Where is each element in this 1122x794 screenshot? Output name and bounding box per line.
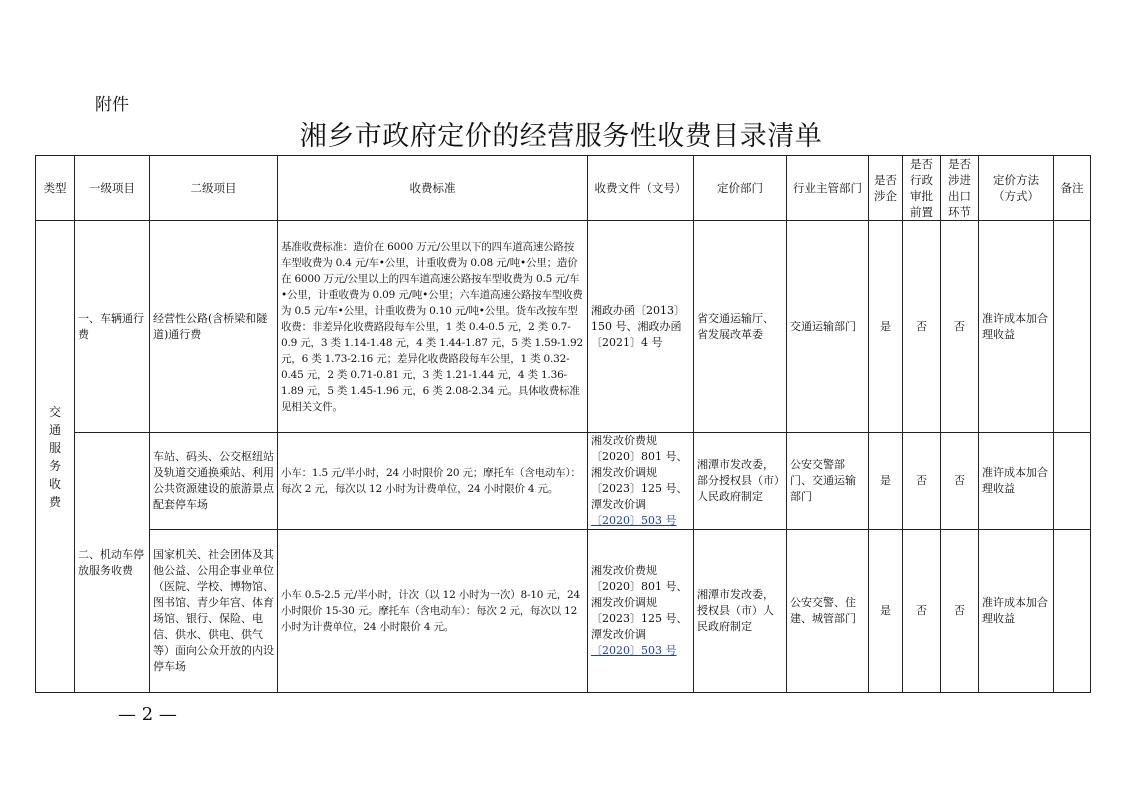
attachment-label: 附件 [95,95,129,115]
standard-cell: 小车：1.5 元/半小时，24 小时限价 20 元；摩托车（含电动车）：每次 2 元，每次以 12 小时为计费单位，24 小时限价 4 元。 [278,433,588,530]
standard-cell: 基准收费标准：造价在 6000 万元/公里以下的四车道高速公路按车型收费为 0.4 元/车•公里，计重收费为 0.08 元/吨•公里；造价在 6000 万元/公里以上的四车道高速公路按车型收费为 0.5 元/车•公里，计重收费为 0.09 元/吨•公里；六车道高速公路按车型收费为 0.5 元/车•公里，计重收费为 0.10 元/吨•公里。货车改按车型收费：非差异化收费路段每车公里，1 类 0.4-0.5 元，2 类 0.7-0.9 元，3 类 1.14-1.48 元，4 类 1.44-1.87 元，5 类 1.59-1.92 元，6 类 1.73-2.16 元；差异化收费路段每车公里，1 类 0.32-0.45 元，2 类 0.71-0.81 元，3 类 1.21-1.44 元，4 类 1.36-1.89 元，5 类 1.45-1.96 元，6 类 2.08-2.34 元。具体收费标准见相关文件。 [278,221,588,433]
table-row [36,530,1091,693]
header-export: 是否涉进出口环节 [941,156,979,221]
doc-text: 湘发改价费规〔2020〕801 号、湘发改价调规〔2023〕125 号、潭发改价调 [591,434,688,511]
secret-cell: 是 [869,433,903,530]
header-secret: 是否涉企 [869,156,903,221]
dept-cell: 湘潭市发改委，授权县（市）人民政府制定 [694,530,787,693]
export-cell: 否 [941,433,979,530]
header-row [36,156,1091,221]
doc-link[interactable]: 〔2020〕503 号 [591,514,677,527]
doc-cell: 湘政办函〔2013〕150 号、湘政办函〔2021〕4 号 [588,221,694,433]
remark-cell [1054,221,1091,433]
header-type: 类型 [36,156,75,221]
header-industry: 行业主管部门 [787,156,869,221]
level2-cell: 车站、码头、公交枢纽站及轨道交通换乘站、利用公共资源建设的旅游景点配套停车场 [150,433,278,530]
secret-cell: 是 [869,530,903,693]
table-row [36,221,1091,433]
header-remark: 备注 [1054,156,1091,221]
industry-cell: 公安交警、住建、城管部门 [787,530,869,693]
header-standard: 收费标准 [278,156,588,221]
doc-link[interactable]: 〔2020〕503 号 [591,644,677,657]
export-cell: 否 [941,221,979,433]
approval-cell: 否 [903,221,941,433]
doc-cell [588,433,694,530]
header-level2: 二级项目 [150,156,278,221]
dept-cell: 省交通运输厅、省发展改革委 [694,221,787,433]
industry-cell: 公安交警部门、交通运输部门 [787,433,869,530]
approval-cell: 否 [903,433,941,530]
category-cell [36,221,75,693]
level2-cell: 经营性公路(含桥梁和隧道)通行费 [150,221,278,433]
page-number: — 2 — [118,704,177,725]
table-row [36,433,1091,530]
dept-cell: 湘潭市发改委，部分授权县（市）人民政府制定 [694,433,787,530]
doc-cell [588,530,694,693]
page-title: 湘乡市政府定价的经营服务性收费目录清单 [299,121,823,152]
method-cell: 准许成本加合理收益 [979,433,1054,530]
secret-cell: 是 [869,221,903,433]
doc-text: 湘发改价费规〔2020〕801 号、湘发改价调规〔2023〕125 号、潭发改价调 [591,564,688,641]
header-approval: 是否行政审批前置 [903,156,941,221]
header-method: 定价方法（方式） [979,156,1054,221]
fee-table [35,155,1091,693]
standard-cell: 小车 0.5-2.5 元/半小时，计次（以 12 小时为一次）8-10 元，24 小时限价 15-30 元。摩托车（含电动车）：每次 2 元，每次以 12 小时为计费单位，24 小时限价 4 元。 [278,530,588,693]
remark-cell [1054,530,1091,693]
category-label: 交通服务收费 [48,404,61,509]
group-cell: 二、机动车停放服务收费 [75,433,150,693]
industry-cell: 交通运输部门 [787,221,869,433]
header-level1: 一级项目 [75,156,150,221]
approval-cell: 否 [903,530,941,693]
method-cell: 准许成本加合理收益 [979,221,1054,433]
group-cell: 一、车辆通行费 [75,221,150,433]
level2-cell: 国家机关、社会团体及其他公益、公用企事业单位（医院、学校、博物馆、图书馆、青少年宫、体育场馆、银行、保险、电信、供水、供电、供气等）面向公众开放的内设停车场 [150,530,278,693]
method-cell: 准许成本加合理收益 [979,530,1054,693]
export-cell: 否 [941,530,979,693]
header-doc: 收费文件（文号） [588,156,694,221]
header-dept: 定价部门 [694,156,787,221]
remark-cell [1054,433,1091,530]
